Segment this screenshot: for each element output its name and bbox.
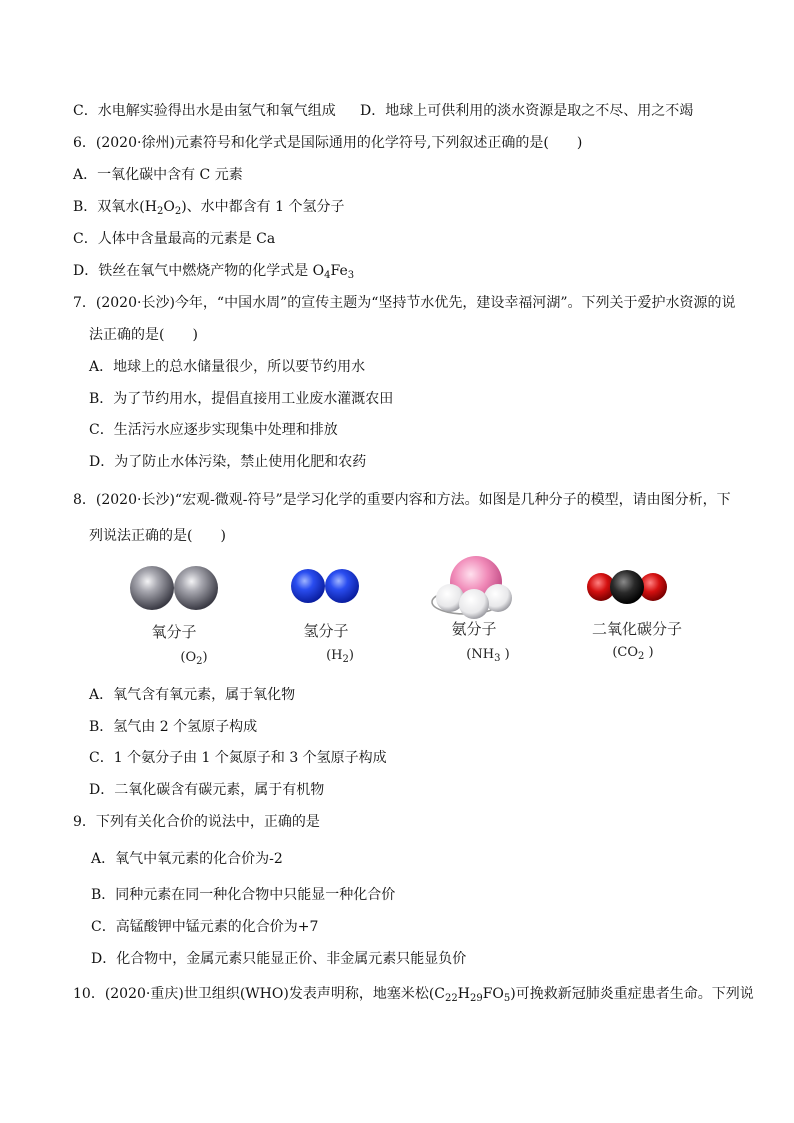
q8-option-b: B．氢气由 2 个氢原子构成 [89,719,258,735]
q6-option-b: B．双氧水$(H_2O_2)$、水中都含有 1 个氢分子 [73,199,345,217]
q7-option-b: B．为了节约用水，提倡直接用工业废水灌溉农田 [89,391,394,407]
q8-option-a: A．氧气含有氧元素，属于氧化物 [89,687,296,703]
ammonia-molecule-model [432,556,512,619]
q8-option-c: C．1 个氨分子由 1 个氮原子和 3 个氢原子构成 [89,750,387,766]
formula-oxygen: $(O_2)$ [180,650,208,667]
option-d-prev: D．地球上可供利用的淡水资源是取之不尽、用之不竭 [360,103,694,119]
q9-option-d: D．化合物中，金属元素只能显正价、非金属元素只能显负价 [91,951,467,967]
q7-stem-line2: 法正确的是( ) [89,327,198,343]
q7-option-a: A．地球上的总水储量很少，所以要节约用水 [89,359,366,375]
label-carbon-dioxide-molecule: 二氧化碳分子 [591,620,682,638]
carbon-dioxide-molecule-model [587,570,667,604]
q9-option-a: A．氧气中氧元素的化合价为-2 [91,851,283,867]
q8-stem-line2: 列说法正确的是( ) [89,528,226,544]
formula-ammonia: ($NH_3$ ) [466,647,510,664]
hydrogen-molecule-model [291,569,359,603]
option-c-prev: C．水电解实验得出水是由氢气和氧气组成 [73,103,336,119]
q7-option-d: D．为了防止水体污染，禁止使用化肥和农药 [89,454,367,470]
formula-hydrogen: $(H_2)$ [326,648,354,665]
q9-option-c: C．高锰酸钾中锰元素的化合价为+7 [91,919,319,935]
label-ammonia-molecule: 氨分子 [451,620,497,638]
label-oxygen-molecule: 氧分子 [151,623,197,641]
q10-stem: 10．(2020·重庆)世卫组织(WHO)发表声明称，地塞米松$(C_{22}H_{29}FO_5)$可挽救新冠肺炎重症患者生命。下列说 [73,986,754,1004]
q8-stem-line1: 8．(2020·长沙)“宏观-微观-符号”是学习化学的重要内容和方法。如图是几种分子的模型，请由图分析，下 [73,492,731,508]
oxygen-molecule-model [130,566,218,610]
q9-stem: 9．下列有关化合价的说法中，正确的是 [73,814,320,830]
q6-option-c: C．人体中含量最高的元素是 Ca [73,231,276,247]
q6-option-d: D．铁丝在氧气中燃烧产物的化学式是 $O_4Fe_3$ [73,263,355,281]
q7-option-c: C．生活污水应逐步实现集中处理和排放 [89,422,338,438]
q6-stem: 6．(2020·徐州)元素符号和化学式是国际通用的化学符号,下列叙述正确的是( ) [73,135,583,151]
q8-option-d: D．二氧化碳含有碳元素，属于有机物 [89,782,325,798]
formula-carbon-dioxide: ($CO_2$ ) [612,645,654,662]
q6-option-a: A．一氧化碳中含有 C 元素 [73,167,243,183]
q7-stem-line1: 7．(2020·长沙)今年，“中国水周”的宣传主题为“坚持节水优先，建设幸福河湖”。下列关于爱护水资源的说 [73,295,736,311]
label-hydrogen-molecule: 氢分子 [303,622,349,640]
q9-option-b: B．同种元素在同一种化合物中只能显一种化合价 [91,887,396,903]
